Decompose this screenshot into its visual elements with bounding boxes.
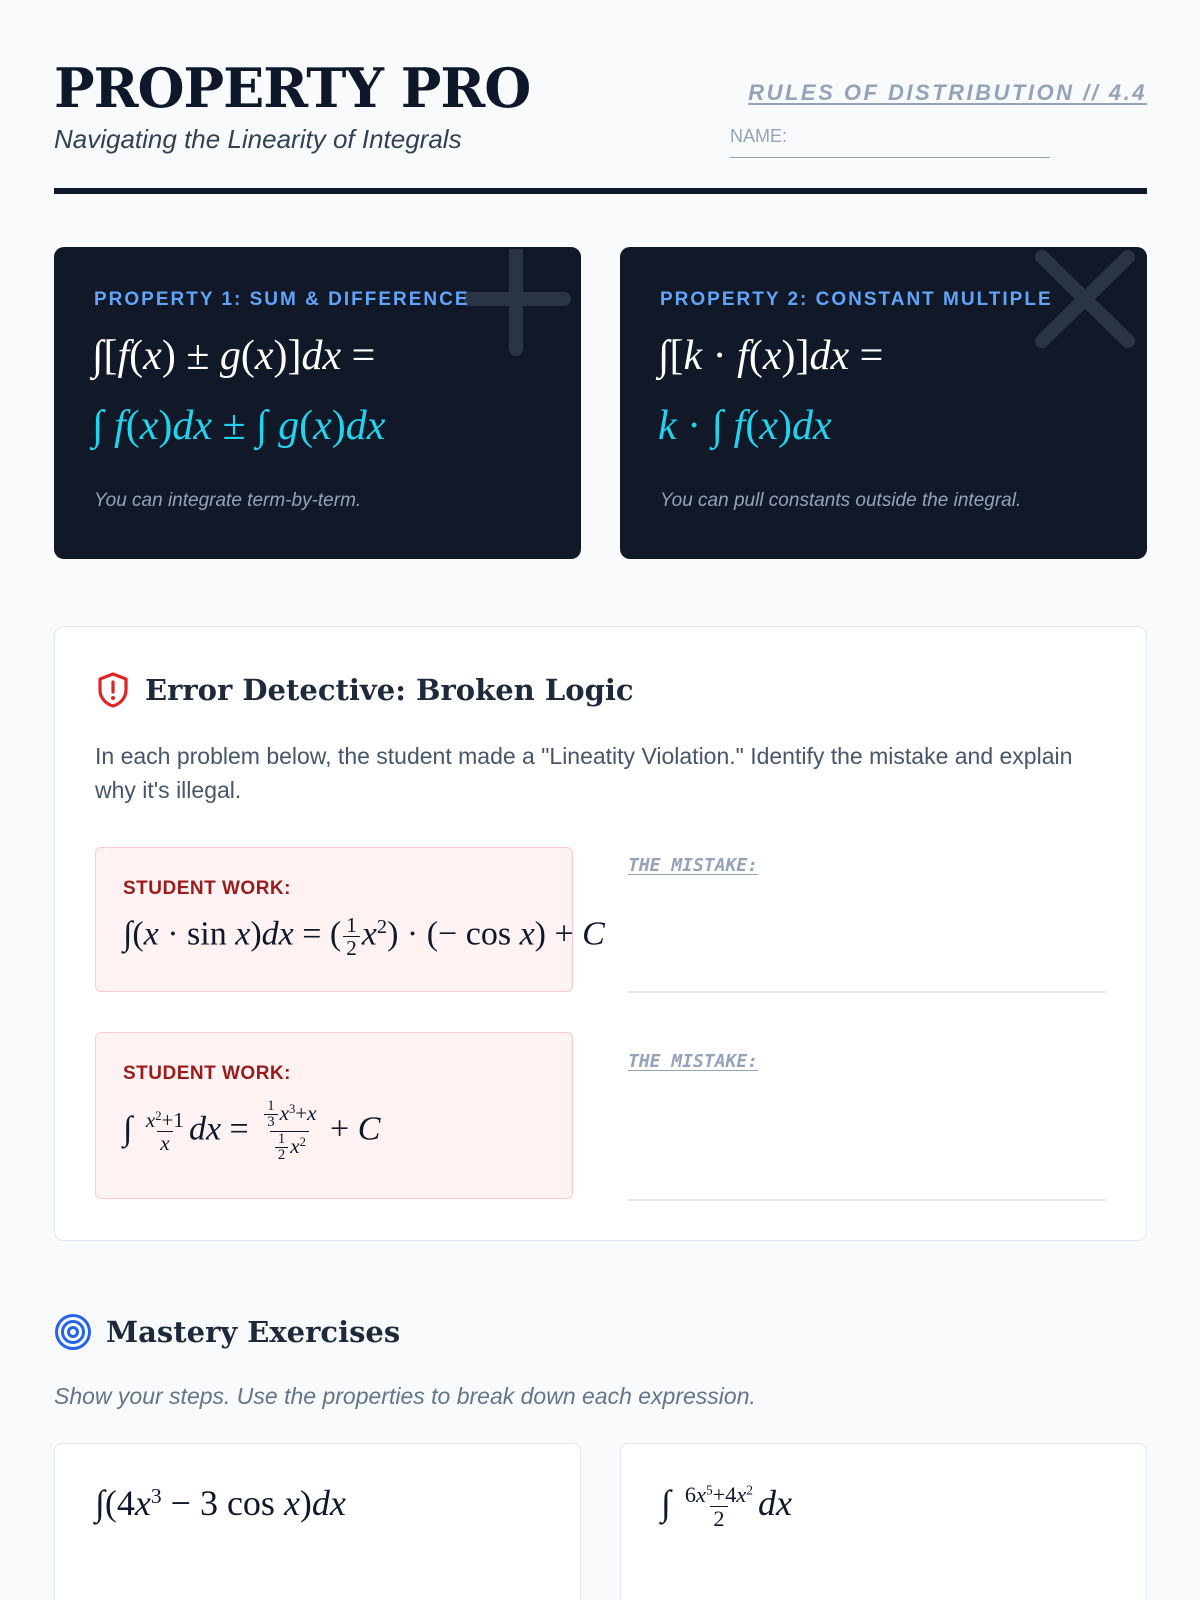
property-note: You can integrate term-by-term. bbox=[94, 490, 362, 511]
mistake-label: THE MISTAKE: bbox=[628, 1051, 759, 1072]
exercise-card[interactable] bbox=[620, 1443, 1147, 1600]
student-work-equation: ∫ $\frac{x^2+1}{x}$ dx = $\frac{1}{3}$ $x^3+x$ $\frac{1}{2}$ $x^2$ + C bbox=[123, 1098, 381, 1164]
error-detective-section bbox=[54, 626, 1147, 1241]
section-title: Error Detective: Broken Logic bbox=[145, 673, 634, 707]
mastery-instructions: Show your steps. Use the properties to break down each expression. bbox=[54, 1383, 756, 1409]
property-formula-right: k · ∫ f(x)dx bbox=[658, 403, 832, 449]
target-icon bbox=[54, 1313, 92, 1351]
plus-icon bbox=[464, 249, 581, 359]
mistake-answer-line[interactable] bbox=[628, 1199, 1106, 1201]
exercise-card[interactable] bbox=[54, 1443, 581, 1600]
student-work-label: STUDENT WORK: bbox=[123, 1063, 291, 1084]
section-reference: RULES OF DISTRIBUTION // 4.4 bbox=[748, 80, 1147, 105]
worksheet-header bbox=[54, 54, 1147, 194]
mastery-header bbox=[54, 1313, 400, 1351]
name-label: NAME: bbox=[730, 126, 788, 146]
section-header bbox=[95, 671, 634, 709]
student-work-box bbox=[95, 1032, 573, 1199]
exercise-expression: ∫ $\frac{6x^5+4x^2}{2}$ dx bbox=[661, 1481, 792, 1532]
section-title: Mastery Exercises bbox=[106, 1315, 401, 1349]
property-formula-right: ∫ f(x)dx ± ∫ g(x)dx bbox=[92, 403, 386, 449]
page-subtitle: Navigating the Linearity of Integrals bbox=[54, 124, 462, 154]
mistake-label: THE MISTAKE: bbox=[628, 855, 759, 876]
exercise-expression: $\int(4x^3 - 3$ cos x)dx bbox=[95, 1483, 346, 1523]
property-formula-left: ∫[k · f(x)]dx = bbox=[658, 333, 884, 379]
page-title: PROPERTY PRO bbox=[54, 56, 531, 120]
property-label: PROPERTY 1: SUM & DIFFERENCE bbox=[94, 289, 470, 310]
property-formula-left: ∫[f(x) ± g(x)]dx = bbox=[92, 333, 376, 379]
mistake-answer-line[interactable] bbox=[628, 991, 1106, 993]
property-note: You can pull constants outside the integral. bbox=[660, 490, 1022, 511]
property-card-constant-multiple bbox=[620, 247, 1147, 559]
student-work-equation: ∫(x · sin x)dx = ( $\frac{1}{2}$ $x^2$) · (− cos x) + C bbox=[123, 913, 605, 961]
section-instructions: In each problem below, the student made a "Lineatity Violation." Identify the mistake and explain why it's illegal. bbox=[95, 743, 1073, 803]
property-label: PROPERTY 2: CONSTANT MULTIPLE bbox=[660, 289, 1053, 310]
name-field[interactable] bbox=[730, 126, 1050, 158]
property-card-sum-difference bbox=[54, 247, 581, 559]
student-work-box bbox=[95, 847, 605, 992]
shield-alert-icon bbox=[95, 671, 131, 709]
student-work-label: STUDENT WORK: bbox=[123, 878, 291, 899]
